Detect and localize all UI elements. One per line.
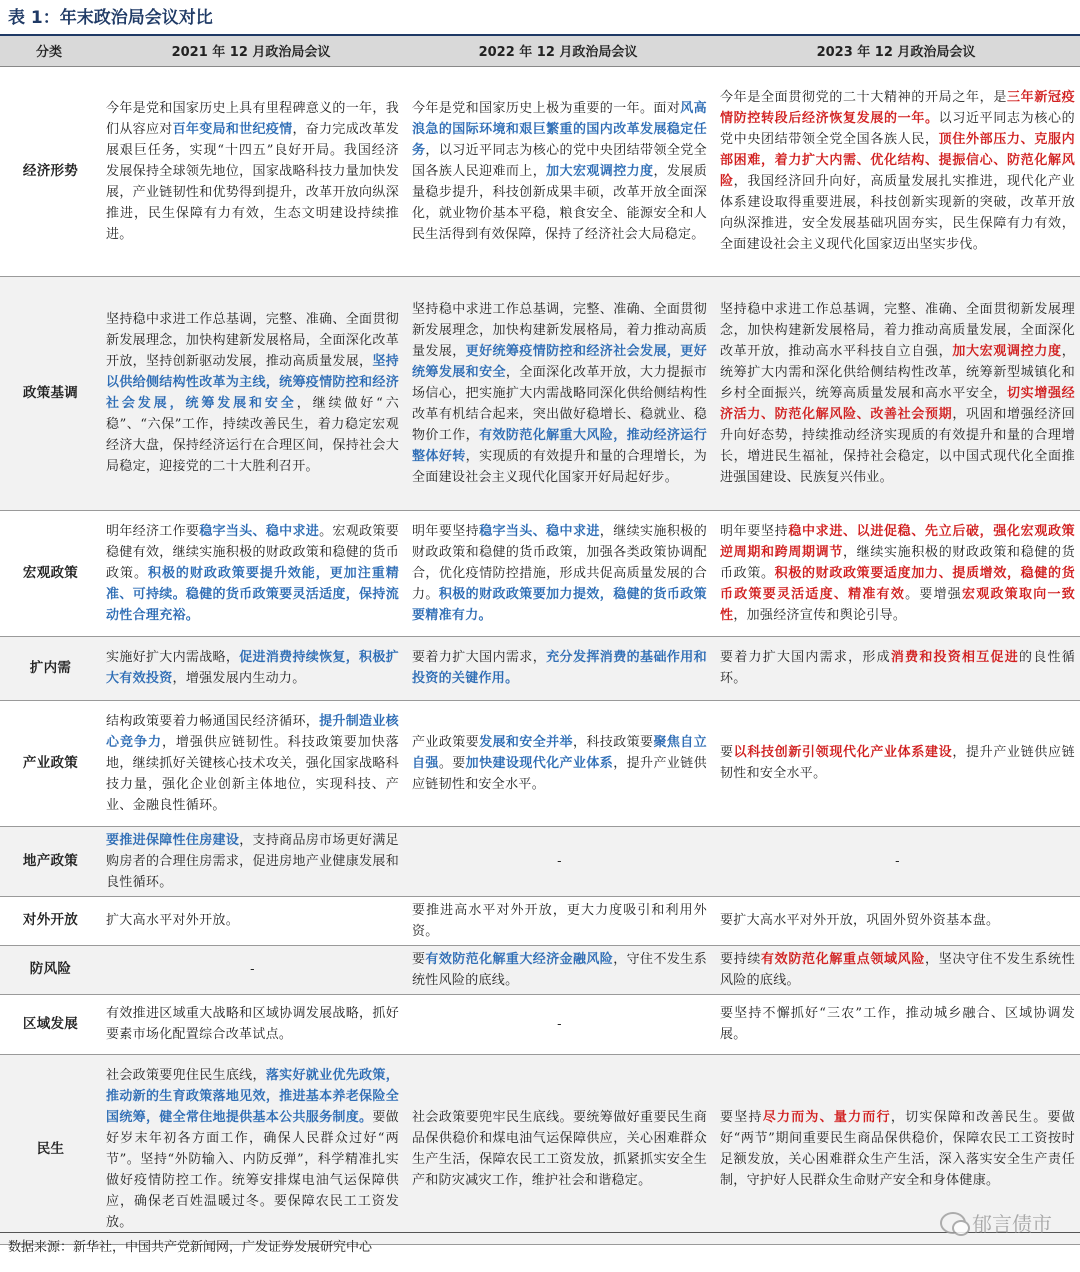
table-row <box>0 826 1080 896</box>
cell-text: - <box>895 853 900 869</box>
cell-text: ，统筹扩大内需和深化供给侧结构性改革，统筹新型城镇化和乡村全面振兴，统筹高质量发展和高水平安全， <box>720 343 1075 401</box>
table-row <box>0 276 1080 510</box>
table-title: 表 1：年末政治局会议对比 <box>8 8 213 28</box>
cell-2021 <box>98 276 404 510</box>
cell-text: 今年是党和国家历史上极为重要的一年。面对 <box>412 100 681 116</box>
comparison-table <box>0 36 1080 1245</box>
highlight-text: 消费和投资相互促进 <box>890 650 1019 665</box>
cell-text: 要坚持 <box>720 1110 763 1125</box>
cell-text: ，我国经济回升向好，高质量发展扎实推进，现代化产业体系建设取得重要进展，科技创新实现新的突破，改革开放向纵深推进，安全发展基础巩固夯实，民生保障有力有效，全面建设社会主义现代化国家迈出坚实步伐。 <box>720 174 1075 252</box>
highlight-text: 加快建设现代化产业体系 <box>465 755 614 771</box>
highlight-text: 有效防范化解重大风险，推动经济运行整体好转 <box>412 427 707 464</box>
cell-text: 要扩大高水平对外开放，巩固外贸外资基本盘。 <box>720 913 1000 928</box>
cell-text: 扩大高水平对外开放。 <box>106 913 240 928</box>
cell-text: 有效推进区域重大战略和区域协调发展战略，抓好要素市场化配置综合改革试点。 <box>106 1006 399 1042</box>
row-category: 产业政策 <box>0 700 98 826</box>
highlight-text: 三年新冠疫情防控转段后经济恢复发展的一年。 <box>720 90 1075 126</box>
cell-text: 明年要坚持 <box>412 523 480 539</box>
cell-text: 要做好岁末年初各方面工作，确保人民群众过好“两节”。坚持“外防输入、内防反弹”，科学精准扎实做好疫情防控工作。统筹安排煤电油气运保障供应，确保老百姓温暖过冬。要保障农民工工资发放。 <box>106 1110 399 1230</box>
table-row <box>0 66 1080 276</box>
row-category: 扩内需 <box>0 636 98 700</box>
header-category: 分类 <box>0 36 98 66</box>
highlight-text: 加大宏观调控力度 <box>952 343 1062 359</box>
watermark <box>940 1208 1052 1237</box>
cell-text: 要持续 <box>720 951 762 967</box>
table-row <box>0 994 1080 1054</box>
highlight-text: 坚持以供给侧结构性改革为主线，统筹疫情防控和经济社会发展，统筹发展和安全 <box>106 354 399 411</box>
highlight-text: 充分发挥消费的基础作用和投资的关键作用。 <box>412 650 707 686</box>
cell-text: 明年要坚持 <box>720 523 789 539</box>
cell-text: 今年是全面贯彻党的二十大精神的开局之年，是 <box>720 90 1008 105</box>
bottom-rule <box>0 1232 1080 1233</box>
cell-text: 社会政策要兜牢民生底线。要统筹做好重要民生商品保供稳价和煤电油气运保障供应，关心困难群众生产生活，保障农民工工资发放，抓紧抓实安全生产和防灾减灾工作，维护社会和谐稳定。 <box>412 1110 707 1188</box>
cell-text: 坚持稳中求进工作总基调，完整、准确、全面贯彻新发展理念，加快构建新发展格局，着力推动高质量发展，全面深化改革开放，推动高水平科技自立自强， <box>720 301 1075 359</box>
cell-2023 <box>712 700 1080 826</box>
row-category: 区域发展 <box>0 994 98 1054</box>
highlight-text: 稳中求进、以进促稳、先立后破，强化宏观政策逆周期和跨周期调节 <box>720 523 1075 560</box>
cell-2022 <box>404 994 712 1054</box>
cell-text: 要坚持不懈抓好“三农”工作，推动城乡融合、区域协调发展。 <box>720 1006 1075 1042</box>
highlight-text: 稳字当头、稳中求进 <box>479 523 600 539</box>
highlight-text: 尽力而为、量力而行 <box>762 1110 891 1125</box>
cell-2022 <box>404 826 712 896</box>
row-category: 经济形势 <box>0 66 98 276</box>
cell-2021 <box>98 994 404 1054</box>
table-row <box>0 896 1080 945</box>
highlight-text: 发展和安全并举 <box>479 734 573 750</box>
highlight-text: 稳字当头、稳中求进 <box>199 523 320 539</box>
cell-text: 社会政策要兜住民生底线， <box>106 1068 266 1083</box>
cell-text: 。要 <box>438 755 466 771</box>
header-2021: 2021 年 12 月政治局会议 <box>98 36 404 66</box>
cell-2023 <box>712 826 1080 896</box>
table-row <box>0 510 1080 636</box>
cell-2022 <box>404 700 712 826</box>
highlight-text: 顶住外部压力、克服内部困难，着力扩大内需、优化结构、提振信心、防范化解风险 <box>720 132 1075 189</box>
cell-2021 <box>98 700 404 826</box>
cell-text: ，继续做好“六稳”、“六保”工作，持续改善民生，着力稳定宏观经济大盘，保持经济运行在合理区间，保持社会大局稳定，迎接党的二十大胜利召开。 <box>106 396 399 474</box>
cell-2023 <box>712 276 1080 510</box>
table-row <box>0 1054 1080 1244</box>
cell-2021 <box>98 945 404 994</box>
table-row <box>0 700 1080 826</box>
highlight-text: 加大宏观调控力度 <box>546 163 654 179</box>
cell-text: 今年是党和国家历史上具有里程碑意义的一年，我们从容应对 <box>106 100 399 137</box>
cell-text: ，增强供应链韧性。科技政策要加快落地，继续抓好关键核心技术攻关，强化国家战略科技力量，强化企业创新主体地位，实现科技、产业、金融良性循环。 <box>106 734 399 813</box>
cell-text: ，守住不发生系统性风险的底线。 <box>412 951 707 988</box>
watermark-text: 郁言债市 <box>972 1212 1052 1236</box>
cell-text: ，继续实施积极的财政政策和稳健的货币政策，加强各类政策协调配合，优化疫情防控措施，形成共促高质量发展的合力。 <box>412 523 707 602</box>
cell-text: 要着力扩大国内需求，形成 <box>720 650 891 665</box>
cell-text: 。宏观政策要稳健有效，继续实施积极的财政政策和稳健的货币政策。 <box>106 523 399 581</box>
cell-text: 明年经济工作要 <box>106 523 200 539</box>
cell-text: ，切实保障和改善民生。要做好“两节”期间重要民生商品保供稳价，保障农民工工资按时足额发放，关心困难群众生产生活，深入落实安全生产责任制，守护好人民群众生命财产安全和身体健康。 <box>720 1110 1076 1188</box>
highlight-text: 以科技创新引领现代化产业体系建设 <box>733 745 953 760</box>
cell-text: ，支持商品房市场更好满足购房者的合理住房需求，促进房地产业健康发展和良性循环。 <box>106 832 399 890</box>
highlight-text: 提升制造业核心竞争力 <box>106 713 399 750</box>
cell-2021 <box>98 1054 404 1244</box>
cell-text: ，实现质的有效提升和量的合理增长，为全面建设社会主义现代化国家开好局起好步。 <box>412 448 707 485</box>
cell-2021 <box>98 896 404 945</box>
cell-2022 <box>404 636 712 700</box>
cell-2022 <box>404 66 712 276</box>
cell-2022 <box>404 510 712 636</box>
cell-text: 要推进高水平对外开放，更大力度吸引和利用外资。 <box>412 902 707 939</box>
cell-2021 <box>98 826 404 896</box>
cell-text: ，科技政策要 <box>572 734 654 750</box>
cell-text: 要着力扩大国内需求， <box>412 650 547 665</box>
cell-2023 <box>712 896 1080 945</box>
highlight-text: 聚焦自立自强 <box>412 734 707 771</box>
cell-text: 实施好扩大内需战略， <box>106 650 240 665</box>
row-category: 地产政策 <box>0 826 98 896</box>
cell-text: ，坚决守住不发生系统性风险的底线。 <box>720 951 1076 988</box>
cell-text: 要 <box>412 951 426 967</box>
highlight-text: 有效防范化解重大经济金融风险 <box>425 951 614 967</box>
cell-text: ，以习近平同志为核心的党中央团结带领全党全国各族人民迎难而上， <box>412 142 707 179</box>
row-category: 政策基调 <box>0 276 98 510</box>
cell-2022 <box>404 896 712 945</box>
wechat-icon <box>940 1212 966 1234</box>
highlight-text: 宏观政策取向一致性 <box>720 586 1076 623</box>
cell-text: 的良性循环。 <box>720 650 1075 686</box>
cell-text: ，继续实施积极的财政政策和稳健的货币政策。 <box>720 544 1075 581</box>
cell-text: 坚持稳中求进工作总基调，完整、准确、全面贯彻新发展理念，加快构建新发展格局，着力推动高质量发展， <box>412 301 707 359</box>
highlight-text: 积极的财政政策要适度加力、提质增效，稳健的货币政策要灵活适度、精准有效 <box>720 565 1075 602</box>
cell-text: 以习近平同志为核心的党中央团结带领全党全国各族人民， <box>720 111 1075 147</box>
highlight-text: 风高浪急的国际环境和艰巨繁重的国内改革发展稳定任务 <box>412 100 707 158</box>
cell-text: 要 <box>720 745 734 760</box>
table-row <box>0 945 1080 994</box>
highlight-text: 要推进保障性住房建设 <box>106 832 240 848</box>
cell-2021 <box>98 66 404 276</box>
cell-2022 <box>404 1054 712 1244</box>
cell-text: ，提升产业链供应链韧性和安全水平。 <box>412 755 707 792</box>
highlight-text: 有效防范化解重点领域风险 <box>761 951 926 967</box>
cell-text: ，全面深化改革开放，大力提振市场信心，把实施扩大内需战略同深化供给侧结构性改革有机结合起来，突出做好稳增长、稳就业、稳物价工作， <box>412 364 707 443</box>
cell-2021 <box>98 510 404 636</box>
highlight-text: 积极的财政政策要加力提效，稳健的货币政策要精准有力。 <box>412 586 707 623</box>
row-category: 宏观政策 <box>0 510 98 636</box>
cell-2023 <box>712 945 1080 994</box>
header-2022: 2022 年 12 月政治局会议 <box>404 36 712 66</box>
header-2023: 2023 年 12 月政治局会议 <box>712 36 1080 66</box>
cell-text: ，奋力完成改革发展艰巨任务，实现“十四五”良好开局。我国经济发展保持全球领先地位，国家战略科技力量加快发展，产业链韧性和优势得到提升，改革开放向纵深推进，民生保障有力有效，生态文明建设持续推进。 <box>106 121 399 242</box>
highlight-text: 百年变局和世纪疫情 <box>172 121 293 137</box>
cell-text: ，提升产业链供应链韧性和安全水平。 <box>720 745 1075 781</box>
row-category: 防风险 <box>0 945 98 994</box>
table-body <box>0 66 1080 1244</box>
cell-2021 <box>98 636 404 700</box>
row-category: 民生 <box>0 1054 98 1244</box>
header-row <box>0 36 1080 66</box>
cell-text: 坚持稳中求进工作总基调，完整、准确、全面贯彻新发展理念，加快构建新发展格局，全面深化改革开放，坚持创新驱动发展，推动高质量发展， <box>106 312 399 369</box>
highlight-text: 切实增强经济活力、防范化解风险、改善社会预期 <box>720 385 1075 422</box>
cell-text: ，加强经济宣传和舆论引导。 <box>733 607 907 623</box>
cell-text: 产业政策要 <box>412 734 480 750</box>
cell-2022 <box>404 276 712 510</box>
cell-2023 <box>712 66 1080 276</box>
highlight-text: 落实好就业优先政策，推动新的生育政策落地见效，推进基本养老保险全国统筹，健全常住地提供基本公共服务制度。 <box>106 1068 399 1125</box>
cell-text: - <box>557 853 562 869</box>
cell-text: ，增强发展内生动力。 <box>172 671 306 686</box>
cell-text: ，巩固和增强经济回升向好态势，持续推动经济实现质的有效提升和量的合理增长，增进民生福祉，保持社会稳定，以中国式现代化全面推进强国建设、民族复兴伟业。 <box>720 406 1075 485</box>
cell-2022 <box>404 945 712 994</box>
table-row <box>0 636 1080 700</box>
row-category: 对外开放 <box>0 896 98 945</box>
cell-2023 <box>712 636 1080 700</box>
cell-text: 结构政策要着力畅通国民经济循环， <box>106 713 320 729</box>
highlight-text: 促进消费持续恢复，积极扩大有效投资 <box>106 650 399 686</box>
cell-text: ，发展质量稳步提升，科技创新成果丰硕，改革开放全面深化，就业物价基本平稳，粮食安全、能源安全和人民生活得到有效保障，保持了经济社会大局稳定。 <box>412 163 707 242</box>
cell-text: - <box>250 962 255 977</box>
highlight-text: 积极的财政政策要提升效能，更加注重精准、可持续。稳健的货币政策要灵活适度，保持流动性合理充裕。 <box>106 565 399 623</box>
cell-2023 <box>712 994 1080 1054</box>
cell-text: - <box>557 1016 562 1032</box>
highlight-text: 更好统筹疫情防控和经济社会发展，更好统筹发展和安全 <box>412 343 707 380</box>
cell-2023 <box>712 510 1080 636</box>
source-note: 数据来源：新华社，中国共产党新闻网，广发证券发展研究中心 <box>8 1240 373 1255</box>
cell-text: 。要增强 <box>905 586 963 602</box>
